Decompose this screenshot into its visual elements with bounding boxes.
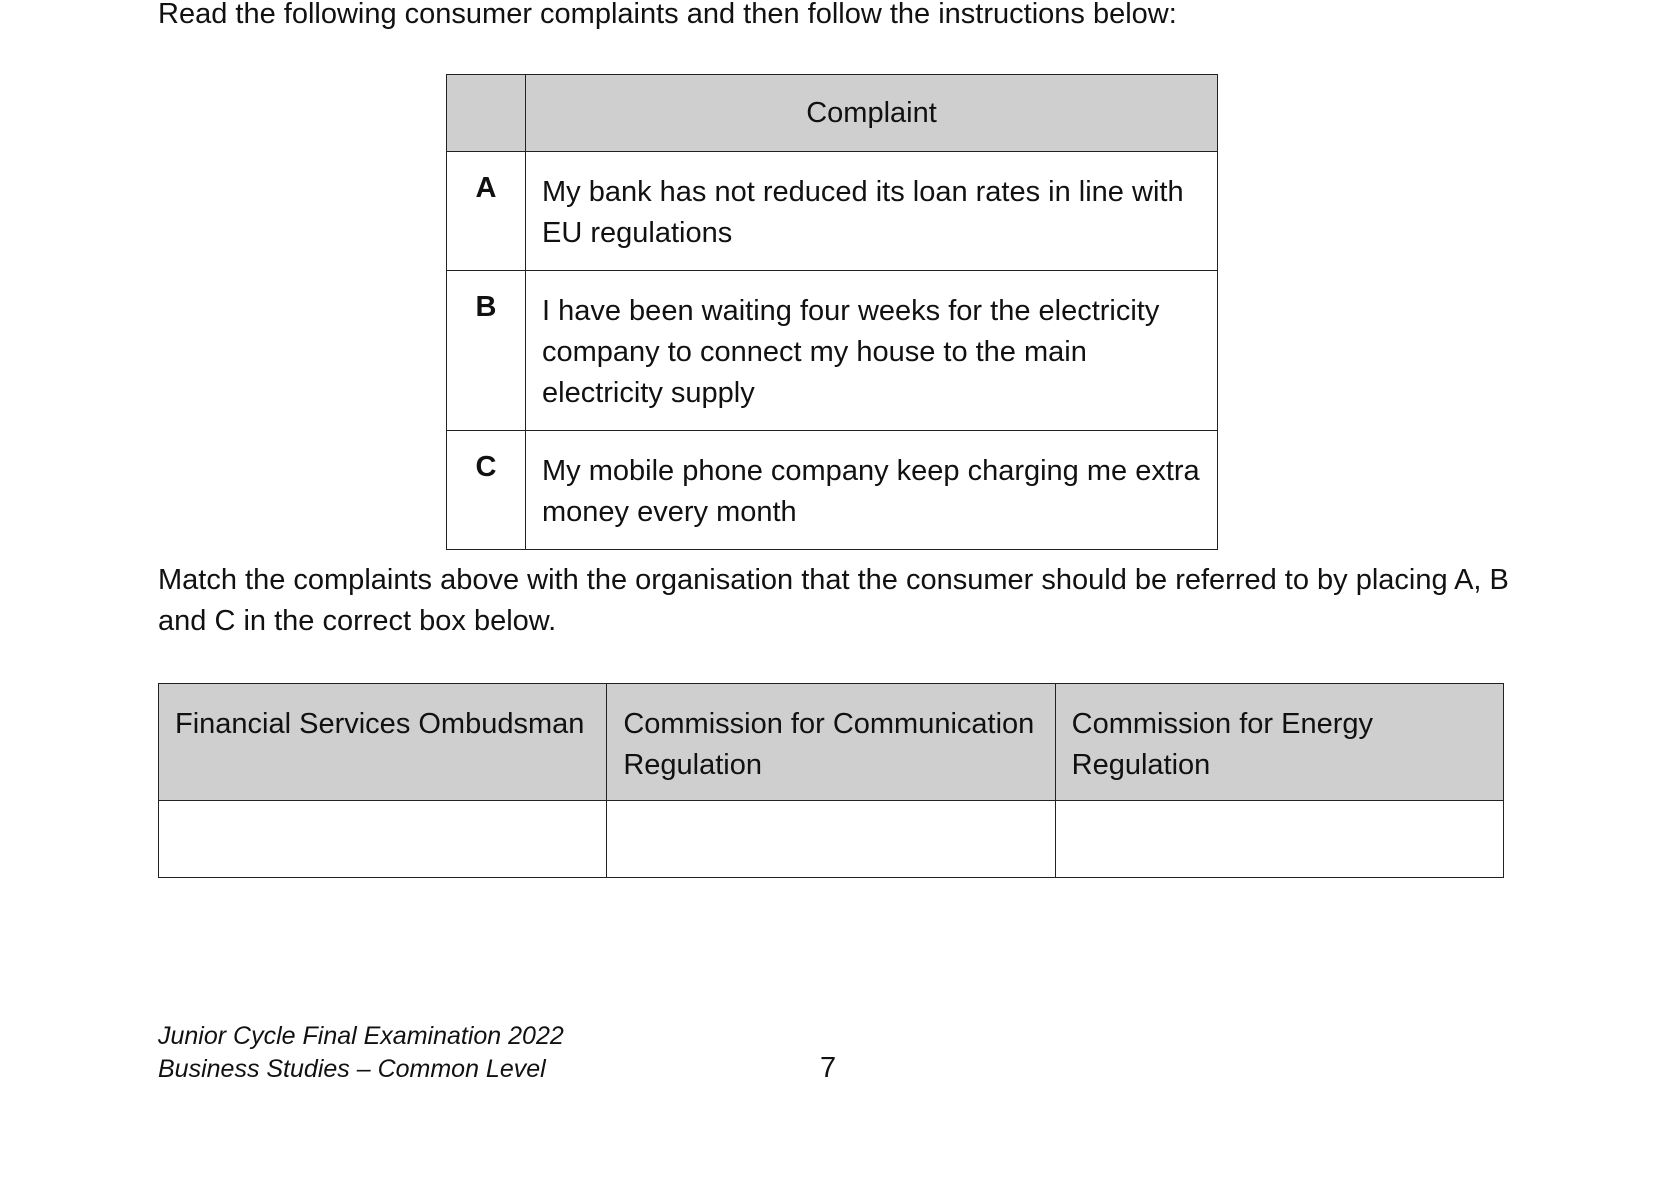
complaints-table [446,74,1218,550]
organisations-table [158,683,1504,878]
match-instruction: Match the complaints above with the organisation that the consumer should be referred to by placing A, B and C in the correct box below. [158,564,1509,637]
intro-instruction: Read the following consumer complaints and then follow the instructions below: [158,0,1177,30]
answer-row [159,801,1504,878]
complaint-letter: B [447,271,526,431]
complaint-row-c [447,431,1218,550]
complaint-letter: C [447,431,526,550]
complaint-letter: A [447,152,526,271]
org-energy-regulation: Commission for Energy Regulation [1055,684,1503,801]
complaints-header-row [447,75,1218,152]
complaint-row-b [447,271,1218,431]
complaint-text: My bank has not reduced its loan rates in line with EU regulations [526,152,1218,271]
page-number: 7 [820,1052,837,1084]
answer-box-financial-services[interactable] [159,801,607,878]
complaints-header: Complaint [526,75,1218,152]
org-financial-services-ombudsman: Financial Services Ombudsman [159,684,607,801]
footer-subject-level: Business Studies – Common Level [158,1055,546,1083]
org-communication-regulation: Commission for Communication Regulation [607,684,1055,801]
answer-box-energy-regulation[interactable] [1055,801,1503,878]
complaint-text: I have been waiting four weeks for the electricity company to connect my house to the main electricity supply [526,271,1218,431]
footer [158,1020,564,1086]
complaint-text: My mobile phone company keep charging me extra money every month [526,431,1218,550]
footer-exam-title: Junior Cycle Final Examination 2022 [158,1022,564,1050]
complaint-row-a [447,152,1218,271]
complaints-header-blank [447,75,526,152]
organisations-header-row [159,684,1504,801]
answer-box-communication-regulation[interactable] [607,801,1055,878]
